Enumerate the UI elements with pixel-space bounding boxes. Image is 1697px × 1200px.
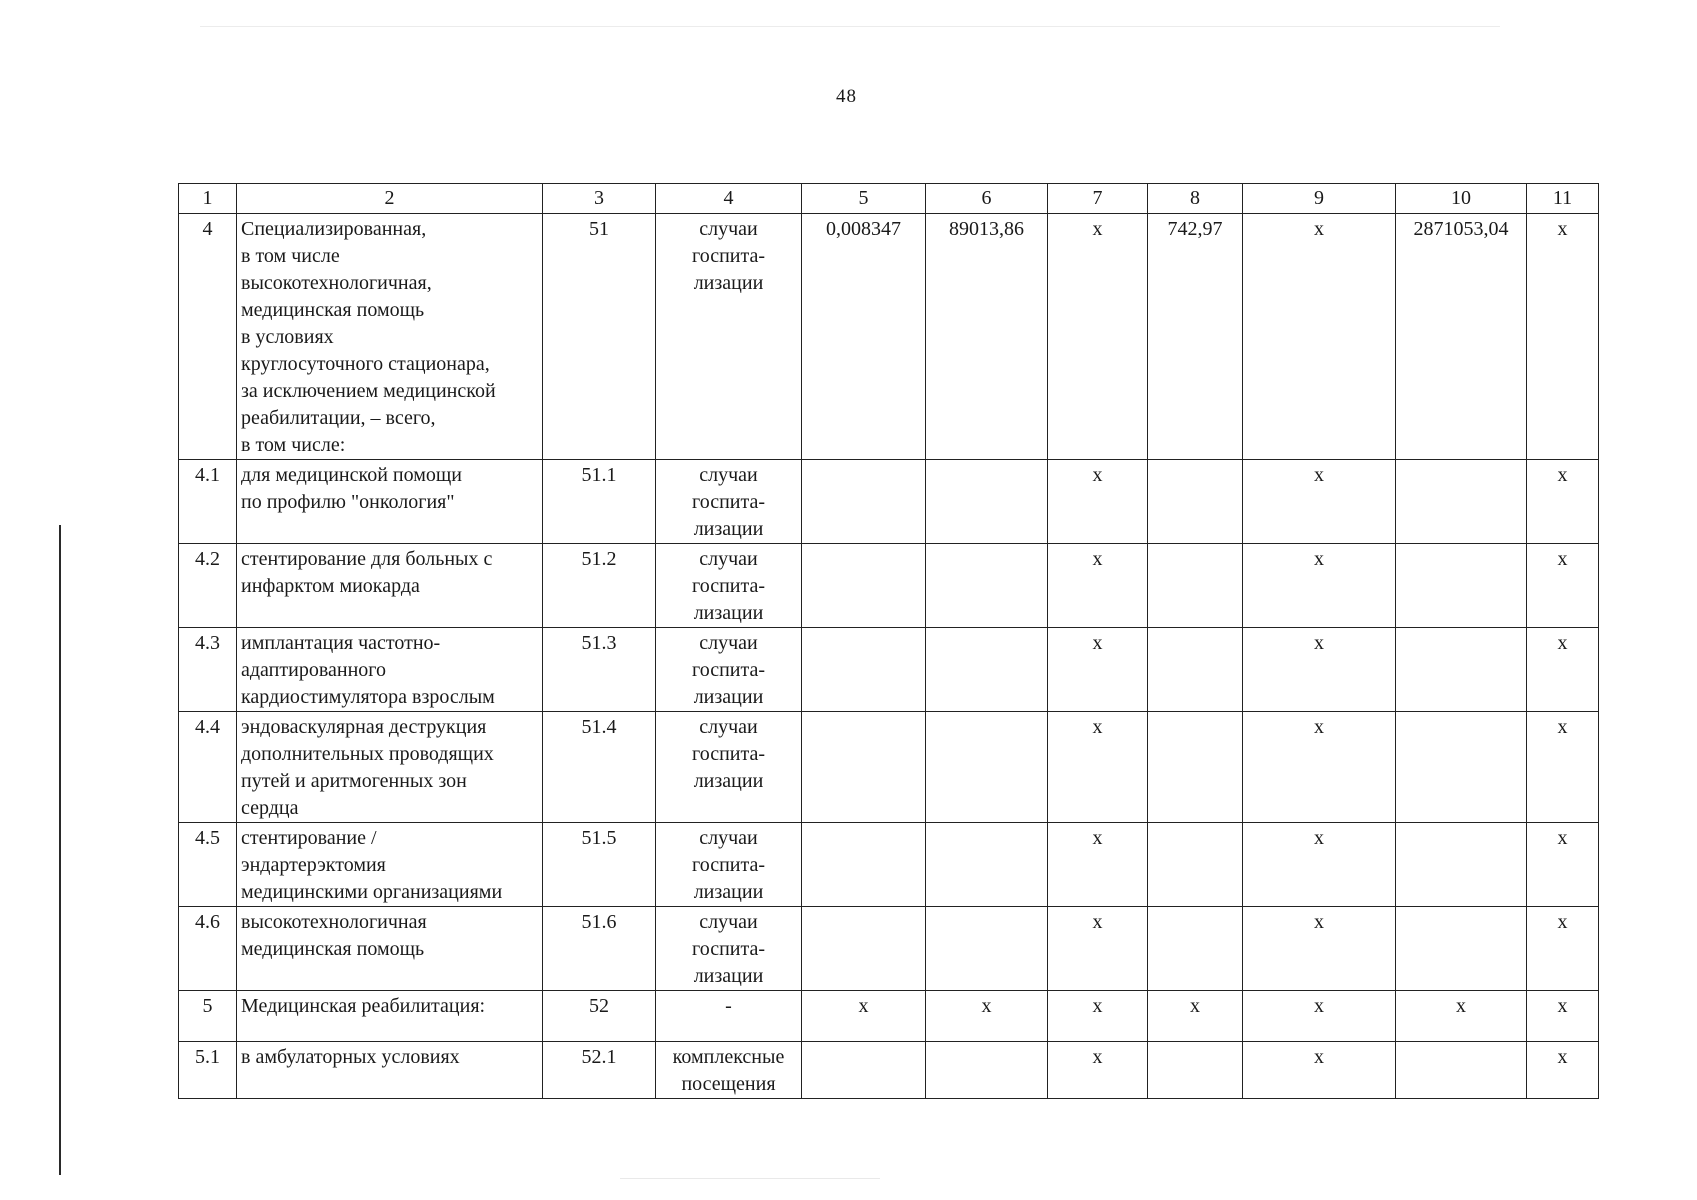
table-cell-col-11: х <box>1527 544 1599 628</box>
table-cell-col-3: 51.3 <box>543 628 656 712</box>
column-header-7: 7 <box>1048 184 1148 214</box>
table-cell-col-5: х <box>802 991 926 1042</box>
scan-artifact-bottom <box>620 1178 880 1179</box>
table-cell-col-7: х <box>1048 991 1148 1042</box>
table-cell-col-11: х <box>1527 460 1599 544</box>
table-cell-col-4: - <box>656 991 802 1042</box>
table-cell-col-2: имплантация частотно- адаптированного кардиостимулятора взрослым <box>237 628 543 712</box>
table-cell-col-11: х <box>1527 991 1599 1042</box>
table-row <box>179 544 1599 628</box>
table-cell-col-6: х <box>926 991 1048 1042</box>
table-cell-col-11: х <box>1527 214 1599 460</box>
table-cell-col-9: х <box>1243 628 1396 712</box>
table-cell-col-10 <box>1396 628 1527 712</box>
table-header-row <box>179 184 1599 214</box>
table-cell-col-9: х <box>1243 712 1396 823</box>
table-cell-col-10: 2871053,04 <box>1396 214 1527 460</box>
table-cell-col-6 <box>926 712 1048 823</box>
table-cell-col-4: случаи госпита- лизации <box>656 544 802 628</box>
table-cell-col-1: 4 <box>179 214 237 460</box>
table-cell-col-5 <box>802 628 926 712</box>
table-cell-col-7: х <box>1048 823 1148 907</box>
table-cell-col-11: х <box>1527 907 1599 991</box>
table-cell-col-1: 5.1 <box>179 1042 237 1099</box>
table-cell-col-3: 51.4 <box>543 712 656 823</box>
table-cell-col-3: 52 <box>543 991 656 1042</box>
table-cell-col-1: 4.5 <box>179 823 237 907</box>
table-cell-col-2: Медицинская реабилитация: <box>237 991 543 1042</box>
data-table <box>178 183 1599 1099</box>
table-cell-col-5 <box>802 460 926 544</box>
table-cell-col-2: Специализированная, в том числе высокотехнологичная, медицинская помощь в условиях круглосуточного стационара, за исключением медицинской реабилитации, – всего, в том числе: <box>237 214 543 460</box>
table-cell-col-7: х <box>1048 460 1148 544</box>
table-cell-col-2: в амбулаторных условиях <box>237 1042 543 1099</box>
table-cell-col-5 <box>802 544 926 628</box>
table-cell-col-7: х <box>1048 214 1148 460</box>
table-cell-col-3: 51.2 <box>543 544 656 628</box>
table-cell-col-3: 51.5 <box>543 823 656 907</box>
table-cell-col-11: х <box>1527 823 1599 907</box>
table-row <box>179 991 1599 1042</box>
table-cell-col-7: х <box>1048 544 1148 628</box>
column-header-2: 2 <box>237 184 543 214</box>
table-cell-col-5 <box>802 823 926 907</box>
scan-artifact-top <box>200 26 1500 27</box>
table-cell-col-7: х <box>1048 907 1148 991</box>
table-cell-col-3: 51.1 <box>543 460 656 544</box>
table-cell-col-8 <box>1148 628 1243 712</box>
table-cell-col-2: стентирование для больных с инфарктом миокарда <box>237 544 543 628</box>
table-cell-col-10 <box>1396 712 1527 823</box>
table-cell-col-1: 4.1 <box>179 460 237 544</box>
table-row <box>179 628 1599 712</box>
page-number: 48 <box>836 86 857 107</box>
table-cell-col-10 <box>1396 1042 1527 1099</box>
table-cell-col-4: случаи госпита- лизации <box>656 823 802 907</box>
table-row <box>179 1042 1599 1099</box>
table-cell-col-8 <box>1148 823 1243 907</box>
table-cell-col-6 <box>926 907 1048 991</box>
column-header-1: 1 <box>179 184 237 214</box>
table-cell-col-8: х <box>1148 991 1243 1042</box>
table-cell-col-1: 5 <box>179 991 237 1042</box>
table-cell-col-3: 52.1 <box>543 1042 656 1099</box>
table-cell-col-4: случаи госпита- лизации <box>656 907 802 991</box>
table-cell-col-6 <box>926 1042 1048 1099</box>
table-cell-col-9: х <box>1243 460 1396 544</box>
table-row <box>179 712 1599 823</box>
table-cell-col-8 <box>1148 460 1243 544</box>
table-cell-col-9: х <box>1243 544 1396 628</box>
table-cell-col-5 <box>802 907 926 991</box>
table-cell-col-8 <box>1148 544 1243 628</box>
table-cell-col-5 <box>802 712 926 823</box>
table-cell-col-8 <box>1148 907 1243 991</box>
table-row <box>179 214 1599 460</box>
table-cell-col-2: для медицинской помощи по профилю "онкология" <box>237 460 543 544</box>
column-header-6: 6 <box>926 184 1048 214</box>
table-cell-col-9: х <box>1243 907 1396 991</box>
column-header-11: 11 <box>1527 184 1599 214</box>
table-cell-col-5: 0,008347 <box>802 214 926 460</box>
table-cell-col-11: х <box>1527 1042 1599 1099</box>
table-cell-col-8 <box>1148 712 1243 823</box>
table-cell-col-9: х <box>1243 991 1396 1042</box>
table-cell-col-5 <box>802 1042 926 1099</box>
column-header-3: 3 <box>543 184 656 214</box>
table-row <box>179 823 1599 907</box>
table-cell-col-4: случаи госпита- лизации <box>656 214 802 460</box>
table-cell-col-3: 51.6 <box>543 907 656 991</box>
table-cell-col-10 <box>1396 907 1527 991</box>
table-cell-col-8: 742,97 <box>1148 214 1243 460</box>
table-cell-col-10 <box>1396 460 1527 544</box>
table-cell-col-6 <box>926 823 1048 907</box>
table-cell-col-10 <box>1396 544 1527 628</box>
table-cell-col-2: эндоваскулярная деструкция дополнительных проводящих путей и аритмогенных зон сердца <box>237 712 543 823</box>
table-cell-col-9: х <box>1243 214 1396 460</box>
column-header-9: 9 <box>1243 184 1396 214</box>
table-cell-col-11: х <box>1527 712 1599 823</box>
column-header-8: 8 <box>1148 184 1243 214</box>
column-header-5: 5 <box>802 184 926 214</box>
table-cell-col-6 <box>926 460 1048 544</box>
table-body <box>179 214 1599 1099</box>
table-cell-col-8 <box>1148 1042 1243 1099</box>
table-cell-col-2: высокотехнологичная медицинская помощь <box>237 907 543 991</box>
column-header-4: 4 <box>656 184 802 214</box>
table-cell-col-2: стентирование / эндартерэктомия медицинскими организациями <box>237 823 543 907</box>
table-cell-col-1: 4.6 <box>179 907 237 991</box>
column-header-10: 10 <box>1396 184 1527 214</box>
table-cell-col-11: х <box>1527 628 1599 712</box>
table-cell-col-4: случаи госпита- лизации <box>656 712 802 823</box>
binding-edge-line <box>59 525 61 1175</box>
table-cell-col-6 <box>926 544 1048 628</box>
table-cell-col-1: 4.2 <box>179 544 237 628</box>
table-cell-col-4: комплексные посещения <box>656 1042 802 1099</box>
table-cell-col-7: х <box>1048 628 1148 712</box>
table-cell-col-6: 89013,86 <box>926 214 1048 460</box>
table-cell-col-6 <box>926 628 1048 712</box>
table-cell-col-10 <box>1396 823 1527 907</box>
table-cell-col-4: случаи госпита- лизации <box>656 628 802 712</box>
table-cell-col-1: 4.3 <box>179 628 237 712</box>
table-cell-col-7: х <box>1048 712 1148 823</box>
table-cell-col-4: случаи госпита- лизации <box>656 460 802 544</box>
table-cell-col-3: 51 <box>543 214 656 460</box>
table-cell-col-1: 4.4 <box>179 712 237 823</box>
table-cell-col-7: х <box>1048 1042 1148 1099</box>
table-cell-col-10: х <box>1396 991 1527 1042</box>
table-row <box>179 907 1599 991</box>
table-cell-col-9: х <box>1243 1042 1396 1099</box>
table-cell-col-9: х <box>1243 823 1396 907</box>
table-row <box>179 460 1599 544</box>
